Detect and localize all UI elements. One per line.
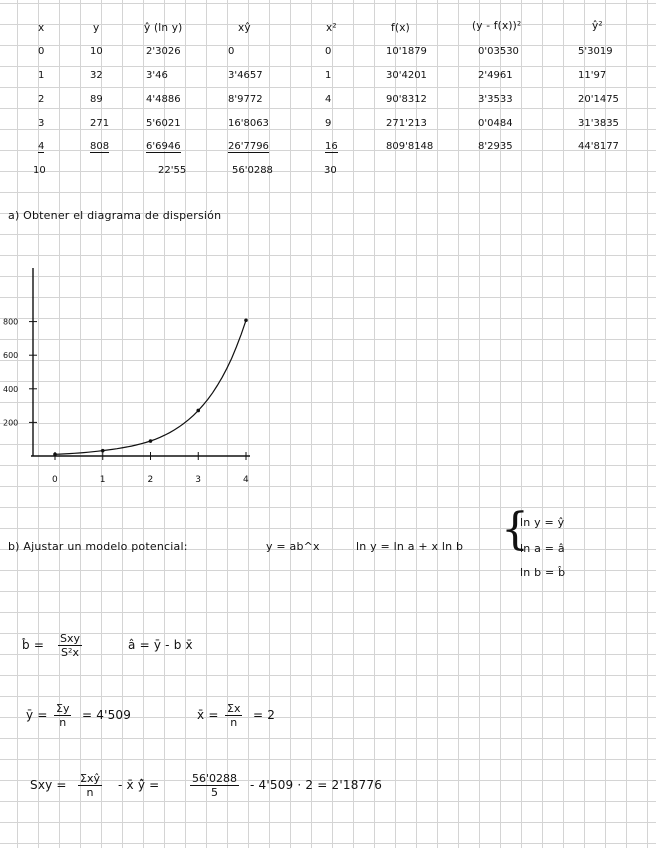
scatter-chart	[0, 250, 300, 490]
table-cell: 16'8063	[228, 118, 269, 129]
table-cell: 0'0484	[478, 118, 513, 129]
table-cell: 2'3026	[146, 46, 181, 57]
y-tick-label: 400	[3, 384, 19, 394]
sxy-result: - 4'509 · 2 = 2'18776	[250, 778, 383, 792]
sxy-middle: - x̄ ŷ̄ =	[118, 778, 160, 792]
x-tick-label: 1	[99, 475, 106, 485]
table-cell: 44'8177	[578, 141, 619, 152]
header-residual-sq: (y - f(x))²	[472, 20, 522, 32]
table-sum-cell: 10	[33, 165, 46, 176]
ybar-fraction	[54, 702, 71, 729]
data-point	[196, 409, 200, 413]
table-cell: 16	[325, 141, 338, 152]
section-b-heading: b) Ajustar un modelo potencial:	[8, 540, 188, 553]
sxy-fraction-1-denominator: n	[86, 786, 94, 799]
table-cell: 4	[325, 94, 332, 105]
brace-line-2: ln a = â	[520, 542, 565, 555]
header-y: y	[93, 22, 100, 34]
table-cell: 5'6021	[146, 118, 181, 129]
header-yhat2: ŷ²	[592, 20, 603, 32]
table-cell: 11'97	[578, 70, 607, 81]
data-point	[244, 318, 248, 322]
table-sum-cell: 56'0288	[232, 165, 273, 176]
table-cell: 271'213	[386, 118, 427, 129]
sxy-fraction-1-numerator: Σxŷ	[80, 772, 100, 785]
table-cell: 32	[90, 70, 103, 81]
x-tick-label: 4	[243, 475, 249, 485]
table-cell: 0	[325, 46, 332, 57]
table-cell: 20'1475	[578, 94, 619, 105]
table-cell: 10	[90, 46, 103, 57]
x-tick-label: 0	[52, 475, 58, 485]
table-cell: 90'8312	[386, 94, 427, 105]
table-cell: 6'6946	[146, 141, 181, 152]
sxy-fraction-2-numerator: 56'0288	[192, 772, 238, 785]
table-cell: 0	[38, 46, 45, 57]
table-cell: 9	[325, 118, 332, 129]
sxy-fraction-2	[190, 772, 239, 799]
trend-curve	[55, 320, 246, 454]
ybar-lhs: ȳ =	[26, 708, 48, 722]
header-fx: f(x)	[391, 22, 410, 34]
sxy-fraction-1	[78, 772, 102, 799]
y-tick-label: 600	[3, 351, 19, 361]
x-tick-label: 2	[147, 475, 154, 485]
table-cell: 26'7796	[228, 141, 269, 152]
header-x: x	[38, 22, 45, 34]
brace-line-1: ln y = ŷ	[520, 516, 565, 529]
a-hat-formula: â = ȳ - b x̄	[128, 638, 193, 652]
table-sum-cell: 22'55	[158, 165, 187, 176]
table-cell: 4	[38, 141, 45, 152]
b-hat-denominator: S²x	[61, 646, 79, 659]
sxy-lhs: Sxy =	[30, 778, 67, 792]
brace-line-3: ln b = b̂	[520, 566, 566, 579]
x-tick-label: 3	[195, 475, 201, 485]
sxy-fraction-2-denominator: 5	[211, 786, 218, 799]
b-hat-fraction	[58, 632, 82, 659]
table-cell: 1	[38, 70, 45, 81]
xbar-numerator: Σx	[227, 702, 241, 715]
table-cell: 0'03530	[478, 46, 519, 57]
data-point	[101, 449, 105, 453]
b-hat-numerator: Sxy	[60, 632, 81, 645]
table-cell: 271	[90, 118, 110, 129]
table-cell: 2	[38, 94, 45, 105]
xbar-result: = 2	[253, 708, 276, 722]
xbar-denominator: n	[230, 716, 238, 729]
table-cell: 0	[228, 46, 235, 57]
y-tick-label: 800	[3, 317, 19, 327]
ybar-result: = 4'509	[82, 708, 132, 722]
table-cell: 3'3533	[478, 94, 513, 105]
table-cell: 809'8148	[386, 141, 434, 152]
header-xyhat: xŷ	[238, 22, 251, 34]
table-sum-cell: 30	[324, 165, 337, 176]
brace-symbol: {	[501, 504, 529, 555]
table-cell: 5'3019	[578, 46, 613, 57]
table-cell: 3	[38, 118, 45, 129]
data-point	[53, 453, 57, 457]
table-cell: 1	[325, 70, 332, 81]
table-cell: 89	[90, 94, 103, 105]
header-yhat: ŷ (ln y)	[144, 22, 183, 34]
data-point	[149, 439, 153, 443]
table-cell: 4'4886	[146, 94, 181, 105]
table-cell: 8'2935	[478, 141, 513, 152]
table-cell: 2'4961	[478, 70, 513, 81]
table-cell: 3'4657	[228, 70, 263, 81]
ybar-denominator: n	[59, 716, 67, 729]
y-tick-label: 200	[3, 418, 19, 428]
model-equation: y = ab^x	[266, 540, 320, 553]
xbar-fraction	[225, 702, 242, 729]
section-a-heading: a) Obtener el diagrama de dispersión	[8, 209, 222, 222]
table-cell: 30'4201	[386, 70, 427, 81]
xbar-lhs: x̄ =	[197, 708, 219, 722]
table-cell: 8'9772	[228, 94, 263, 105]
table-cell: 10'1879	[386, 46, 427, 57]
table-cell: 31'3835	[578, 118, 619, 129]
b-hat-lhs: b̂ =	[22, 638, 45, 652]
table-cell: 808	[90, 141, 110, 152]
ybar-numerator: Σy	[56, 702, 70, 715]
table-cell: 3'46	[146, 70, 168, 81]
header-x2: x²	[326, 22, 337, 34]
log-equation: ln y = ln a + x ln b	[356, 540, 464, 553]
